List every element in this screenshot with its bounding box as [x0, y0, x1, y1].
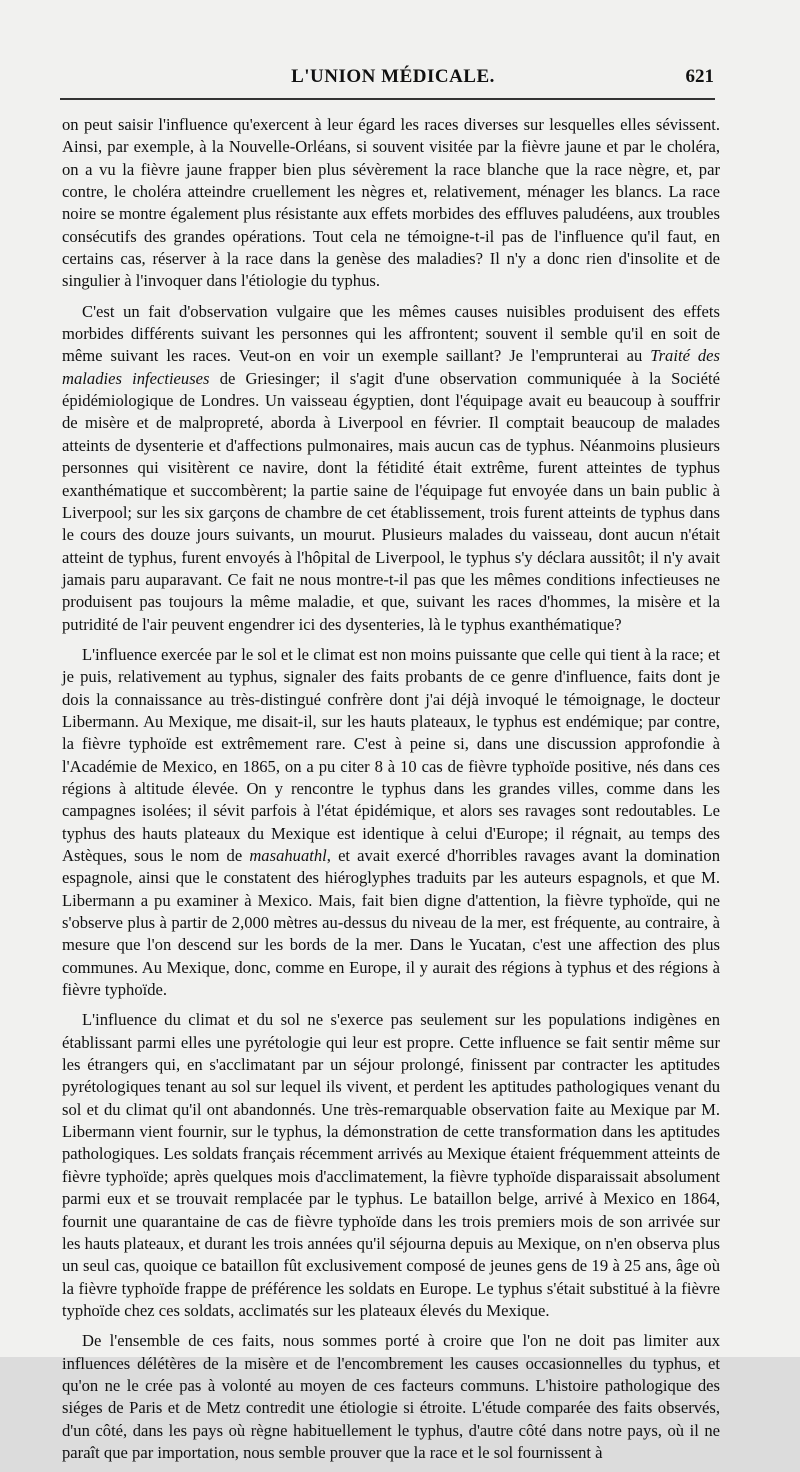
- page-header: [60, 66, 726, 94]
- paragraph: [62, 301, 720, 636]
- disease-name: masahuathl: [249, 846, 327, 865]
- paragraph: on peut saisir l'influence qu'exercent à leur égard les races diverses sur lesquelles elles sévissent. Ainsi, par exemple, à la Nouvelle-Orléans, si souvent visitée par la fièvre jaune et par le choléra, on a vu la fièvre jaune frapper bien plus sévèrement la race blanche que la race nègre, et, par contre, le choléra atteindre cruellement les nègres et, relativement, ménager les blancs. La race noire se montre également plus résistante aux effets morbides des effluves paludéens, aux troubles consécutifs des grandes opérations. Tout cela ne témoigne-t-il pas de l'influence qu'il faut, en certains cas, réserver à la race dans la genèse des maladies? Il n'y a donc rien d'insolite et de singulier à l'invoquer dans l'étiologie du typhus.: [62, 115, 720, 291]
- paragraph-text: de Griesinger; il s'agit d'une observation communiquée à la Société épidémiologique de Londres. Un vaisseau égyptien, dont l'équipage avait eu beaucoup à souffrir de misère et de malpropreté, aborda à Liverpool en février. Il comptait beaucoup de malades atteints de dysenterie et d'affections pulmonaires, mais aucun cas de typhus. Néanmoins plusieurs personnes qui visitèrent ce navire, dont la fétidité était extrême, furent atteintes de typhus exanthématique et succombèrent; la partie saine de l'équipage fut envoyée dans un bain public à Liverpool; sur les six garçons de chambre de cet établissement, trois furent atteints de typhus dans le cours des douze jours suivants, un mourut. Plusieurs malades du vaisseau, dont aucun n'était atteint de typhus, furent envoyés à l'hôpital de Liverpool, le typhus s'y déclara aussitôt; il n'y avait jamais paru auparavant. Ce fait ne nous montre-t-il pas que les mêmes conditions infectieuses ne produisent pas toujours la même maladie, et que, suivant les races d'hommes, la misère et la putridité de l'air peuvent engendrer ici des dysenteries, là le typhus exanthématique?: [62, 368, 720, 634]
- paragraph-text: C'est un fait d'observation vulgaire que les mêmes causes nuisibles produisent des effets morbides différents suivant les personnes qui les affrontent; souvent il semble qu'il en soit de même suivant les races. Veut-on en voir un exemple saillant? Je l'emprunterai au: [62, 301, 720, 366]
- book-title: Traité des maladies infectieuses: [62, 346, 720, 388]
- paragraph-text: L'influence exercée par le sol et le climat est non moins puissante que celle qui tient à la race; et je puis, relativement au typhus, signaler des faits probants de ce genre d'influence, faits dont je dois la connaissance au très-distingué confrère dont j'ai déjà invoqué le témoignage, le docteur Libermann. Au Mexique, me disait-il, sur les hauts plateaux, le typhus est endémique; par contre, la fièvre typhoïde est extrêmement rare. C'est à peine si, dans une discussion approfondie à l'Académie de Mexico, en 1865, on a pu citer 8 à 10 cas de fièvre typhoïde positive, nés dans ces régions à altitude élevée. On y rencontre le typhus dans les grandes villes, comme dans les campagnes isolées; il sévit parfois à l'état épidémique, et alors ses ravages sont redoutables. Le typhus des hauts plateaux du Mexique est identique à celui d'Europe; il régnait, au temps des Astèques, sous le nom de: [62, 644, 720, 865]
- running-title: L'UNION MÉDICALE.: [291, 66, 495, 87]
- paragraph: L'influence du climat et du sol ne s'exerce pas seulement sur les populations indigènes en établissant parmi elles une pyrétologie qui leur est propre. Cette influence se fait sentir même sur les étrangers qui, en s'acclimatant par un séjour prolongé, finissent par contracter les aptitudes pyrétologiques tenant au sol sur lequel ils vivent, et perdent les aptitudes pathologiques venant du sol et du climat qu'il ont abandonnés. Une très-remarquable observation faite au Mexique par M. Libermann vient fournir, sur le typhus, la démonstration de cette transformation dans les aptitudes pathologiques. Les soldats français récemment arrivés au Mexique étaient fréquemment atteints de fièvre typhoïde; après quelques mois d'acclimatement, la fièvre typhoïde disparaissait absolument parmi eux et se trouvait remplacée par le typhus. Le bataillon belge, arrivé à Mexico en 1864, fournit une quarantaine de cas de fièvre typhoïde dans les trois premiers mois de son arrivée sur les hauts plateaux, et durant les trois années qu'il séjourna depuis au Mexique, on n'en observa plus un seul cas, quoique ce bataillon fût exclusivement composé de jeunes gens de 19 à 25 ans, âge où la fièvre typhoïde frappe de préférence les soldats en Europe. Le typhus s'était substitué à la fièvre typhoïde chez ces soldats, acclimatés sur les plateaux élevés du Mexique.: [62, 1010, 720, 1320]
- page-number: 621: [685, 66, 714, 87]
- paragraph: De l'ensemble de ces faits, nous sommes porté à croire que l'on ne doit pas limiter aux influences délétères de la misère et de l'encombrement les causes occasionnelles du typhus, et qu'on ne le crée pas à volonté au moyen de ces facteurs communs. L'histoire pathologique des siéges de Paris et de Metz contredit une étiologie si étroite. L'étude comparée des faits observés, d'un côté, dans les pays où règne habituellement le typhus, d'autre côté dans notre pays, où il ne paraît que par importation, nous semble prouver que la race et le sol fournissent à: [62, 1331, 720, 1462]
- article-body: [62, 114, 720, 1472]
- header-rule: [60, 98, 715, 100]
- paragraph-text: , et avait exercé d'horribles ravages avant la domination espagnole, ainsi que le constatent des hiéroglyphes traduits par les auteurs espagnols, et que M. Libermann a pu examiner à Mexico. Mais, fait bien digne d'attention, la fièvre typhoïde, qui ne s'observe plus à partir de 2,000 mètres au-dessus du niveau de la mer, est fréquente, au contraire, à mesure que l'on descend sur les bords de la mer. Dans le Yucatan, c'est une affection des plus communes. Au Mexique, donc, comme en Europe, il y aurait des régions à typhus et des régions à fièvre typhoïde.: [62, 846, 720, 1000]
- paragraph: [62, 644, 720, 1002]
